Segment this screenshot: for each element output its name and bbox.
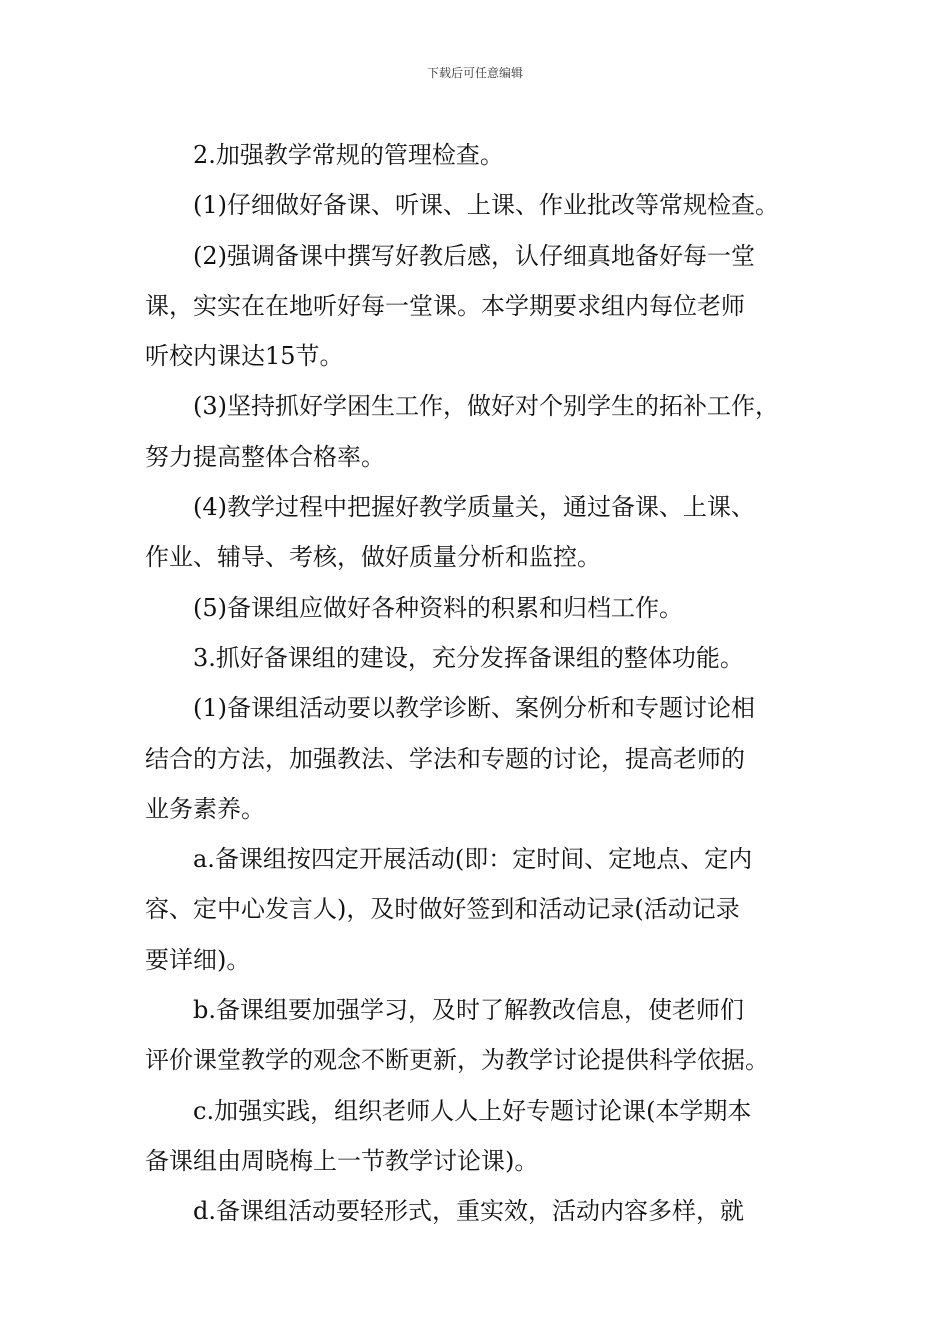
text-line: (2)强调备课中撰写好教后感，认仔细真地备好每一堂 (193, 241, 755, 270)
text-line: 听校内课达15节。 (145, 342, 344, 371)
text-line: (1)备课组活动要以教学诊断、案例分析和专题讨论相 (193, 694, 755, 723)
text-line: 作业、辅导、考核，做好质量分析和监控。 (145, 543, 601, 572)
text-line: 要详细)。 (145, 945, 251, 974)
text-line: 努力提高整体合格率。 (145, 442, 385, 471)
text-line: 3.抓好备课组的建设，充分发挥备课组的整体功能。 (193, 643, 744, 672)
text-line: (5)备课组应做好各种资料的积累和归档工作。 (193, 593, 683, 622)
text-line: (1)仔细做好备课、听课、上课、作业批改等常规检查。 (193, 191, 779, 220)
text-line: c.加强实践，组织老师人人上好专题讨论课(本学期本 (193, 1096, 752, 1125)
text-line: 评价课堂教学的观念不断更新，为教学讨论提供科学依据。 (145, 1046, 769, 1075)
text-line: 课，实实在在地听好每一堂课。本学期要求组内每位老师 (145, 291, 745, 320)
text-line: (3)坚持抓好学困生工作，做好对个别学生的拓补工作， (193, 392, 779, 421)
text-line: (4)教学过程中把握好教学质量关，通过备课、上课、 (193, 493, 755, 522)
text-line: b.备课组要加强学习，及时了解教改信息，使老师们 (193, 996, 744, 1025)
text-line: a.备课组按四定开展活动(即：定时间、定地点、定内 (193, 845, 753, 874)
text-line: 2.加强教学常规的管理检查。 (193, 141, 504, 169)
page-header: 下载后可任意编辑 (426, 66, 523, 80)
text-line: 容、定中心发言人)，及时做好签到和活动记录(活动记录 (145, 895, 740, 924)
text-line: d.备课组活动要轻形式，重实效，活动内容多样，就 (193, 1197, 744, 1226)
text-line: 结合的方法，加强教法、学法和专题的讨论，提高老师的 (145, 744, 745, 773)
document-body (145, 130, 815, 1237)
text-line: 备课组由周晓梅上一节教学讨论课)。 (145, 1146, 539, 1175)
text-line: 业务素养。 (145, 794, 265, 823)
